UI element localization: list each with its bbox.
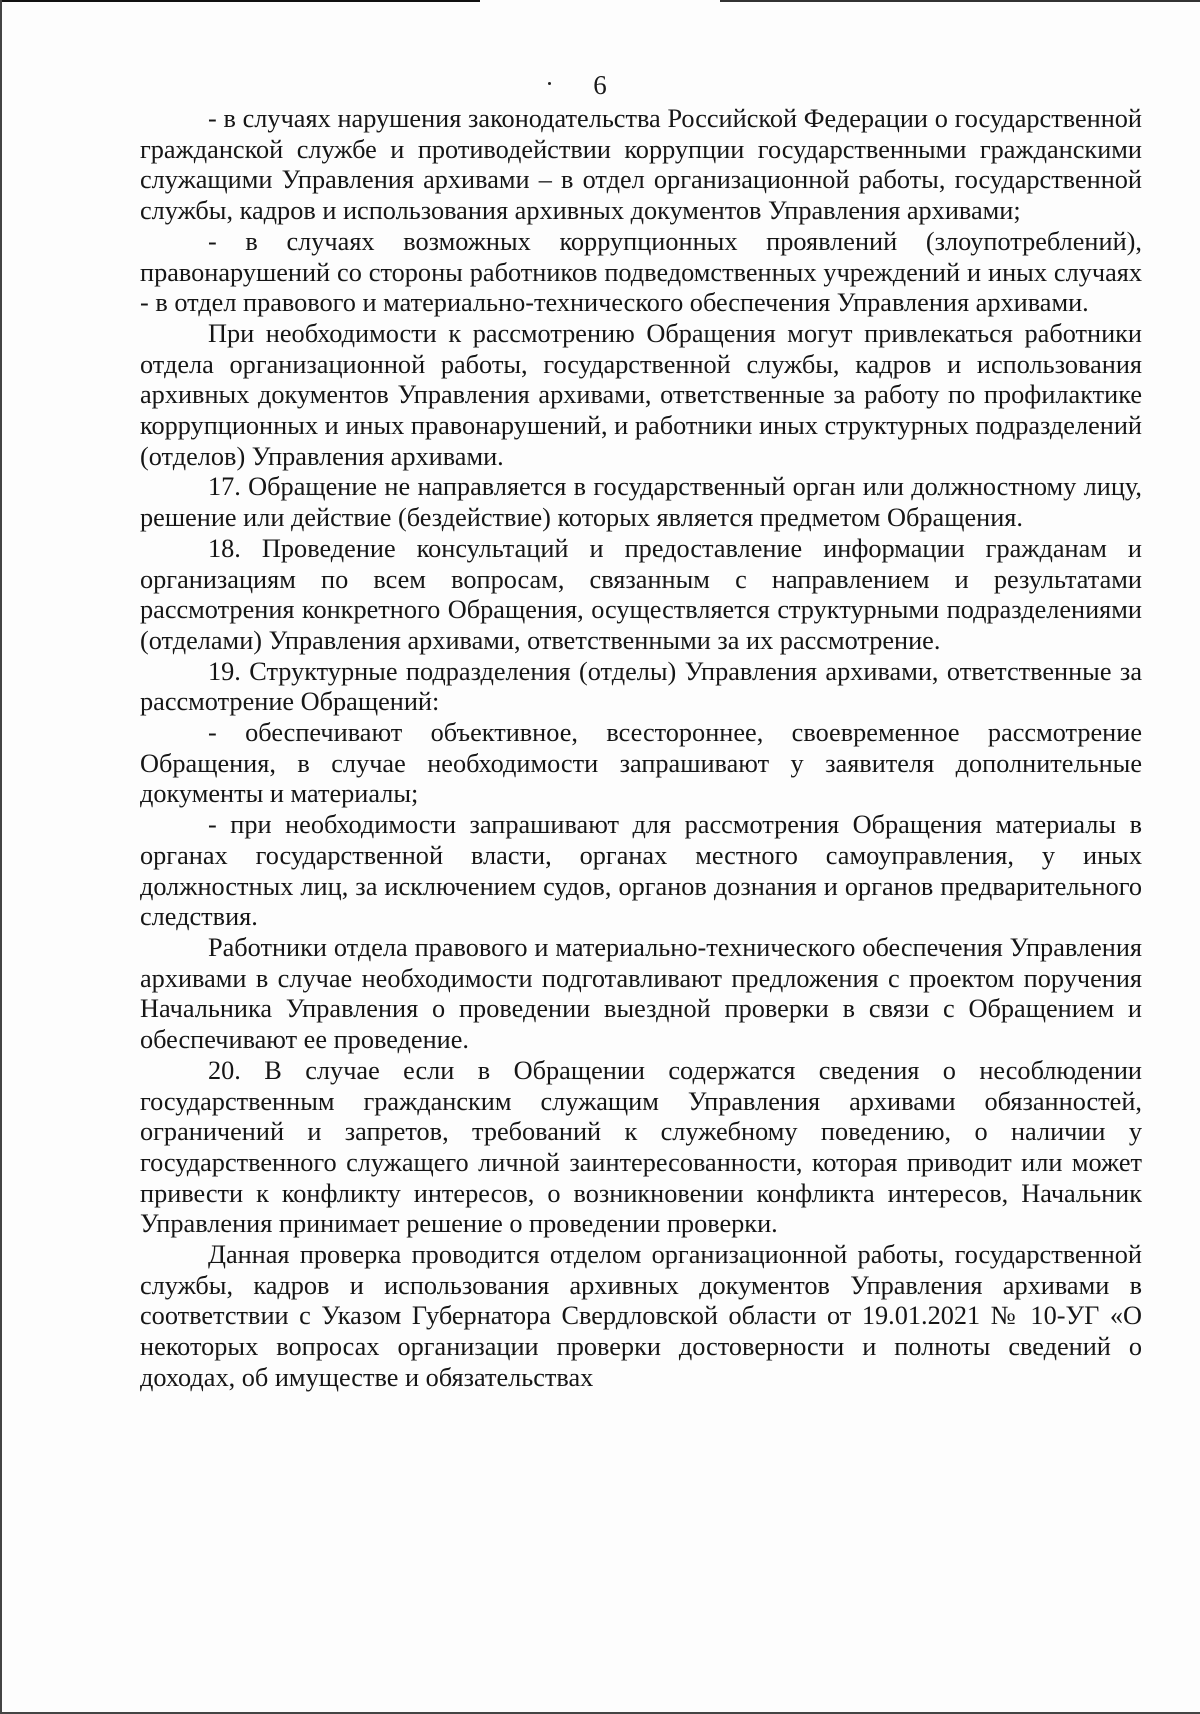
paragraph: При необходимости к рассмотрению Обращения могут привлекаться работники отдела организационной работы, государственной службы, кадров и использования архивных документов Управления архивами, ответственные за работу по профилактике коррупционных и иных правонарушений, и работники иных структурных подразделений (отделов) Управления архивами. [140,318,1142,471]
paragraph: - обеспечивают объективное, всестороннее, своевременное рассмотрение Обращения, в случае необходимости запрашивают у заявителя дополнительные документы и материалы; [140,718,1142,809]
paragraph: Работники отдела правового и материально-технического обеспечения Управления архивами в случае необходимости подготавливают предложения с проектом поручения Начальника Управления о проведении выездной проверки в связи с Обращением и обеспечивают ее проведение. [140,932,1142,1055]
paragraph: 18. Проведение консультаций и предоставление информации гражданам и организациям по всем вопросам, связанным с направлением и результатами рассмотрения конкретного Обращения, осуществляется структурными подразделениями (отделами) Управления архивами, ответственными за их рассмотрение. [140,533,1142,655]
paragraph: Данная проверка проводится отделом организационной работы, государственной службы, кадров и использования архивных документов Управления архивами в соответствии с Указом Губернатора Свердловской области от 19.01.2021 № 10-УГ «О некоторых вопросах организации проверки достоверности и полноты сведений о доходах, об имуществе и обязательствах [140,1240,1142,1392]
page-number: 6 [593,70,607,100]
paragraph: - при необходимости запрашивают для рассмотрения Обращения материалы в органах государственной власти, органах местного самоуправления, у иных должностных лиц, за исключением судов, органов дознания и органов предварительного следствия. [140,810,1142,932]
document-body [140,104,1142,1394]
scan-edge-top [0,0,1200,2]
scan-edge-left [0,0,2,1714]
paragraph: 17. Обращение не направляется в государственный орган или должностному лицу, решение или действие (бездействие) которых является предметом Обращения. [140,472,1142,533]
paragraph: 19. Структурные подразделения (отделы) Управления архивами, ответственные за рассмотрение Обращений: [140,656,1142,717]
paragraph: 20. В случае если в Обращении содержатся сведения о несоблюдении государственным гражданским служащим Управления архивами обязанностей, ограничений и запретов, требований к служебному поведению, о наличии у государственного служащего личной заинтересованности, которая приводит или может привести к конфликту интересов, о возникновении конфликта интересов, Начальник Управления принимает решение о проведении проверки. [140,1055,1142,1239]
paragraph: - в случаях нарушения законодательства Российской Федерации о государственной гражданской службе и противодействии коррупции государственными гражданскими служащими Управления архивами – в отдел организационной работы, государственной службы, кадров и использования архивных документов Управления архивами; [140,104,1142,226]
paragraph: - в случаях возможных коррупционных проявлений (злоупотреблений), правонарушений со стороны работников подведомственных учреждений и иных случаях - в отдел правового и материально-технического обеспечения Управления архивами. [140,226,1142,318]
